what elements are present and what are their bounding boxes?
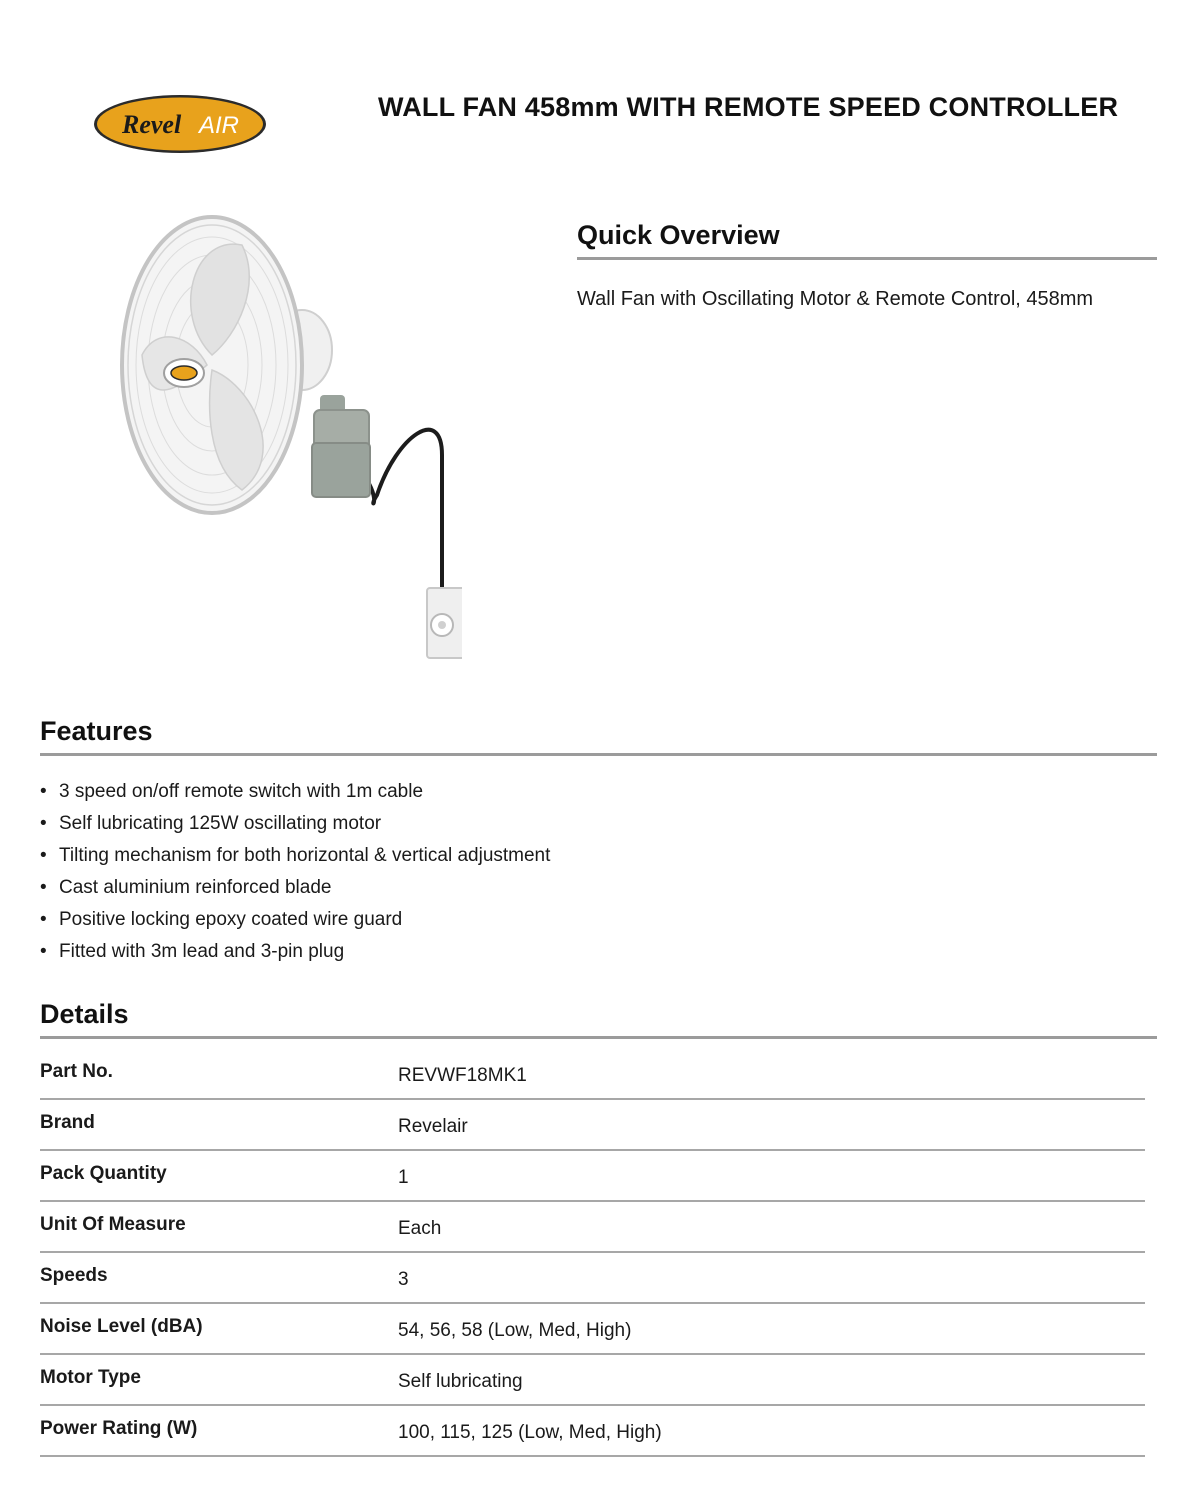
list-item	[40, 808, 1157, 840]
quick-overview-section	[577, 220, 1157, 313]
features-section	[40, 716, 1157, 968]
bullet-icon: •	[40, 781, 47, 802]
detail-value: Each	[398, 1201, 1145, 1252]
features-list	[40, 776, 1157, 968]
list-item	[40, 904, 1157, 936]
bullet-icon: •	[40, 813, 47, 834]
list-item	[40, 840, 1157, 872]
bullet-icon: •	[40, 845, 47, 866]
quick-overview-heading: Quick Overview	[577, 220, 1157, 260]
bullet-icon: •	[40, 909, 47, 930]
table-row	[40, 1201, 1145, 1252]
feature-text: Positive locking epoxy coated wire guard	[59, 909, 403, 930]
detail-label: Unit Of Measure	[40, 1201, 398, 1252]
detail-value: REVWF18MK1	[398, 1049, 1145, 1099]
list-item	[40, 872, 1157, 904]
table-row	[40, 1252, 1145, 1303]
list-item	[40, 936, 1157, 968]
detail-label: Noise Level (dBA)	[40, 1303, 398, 1354]
bullet-icon: •	[40, 877, 47, 898]
logo-text-revel: Revel	[122, 110, 182, 139]
detail-label: Brand	[40, 1099, 398, 1150]
features-heading: Features	[40, 716, 1157, 756]
detail-value: Revelair	[398, 1099, 1145, 1150]
detail-value: 100, 115, 125 (Low, Med, High)	[398, 1405, 1145, 1456]
table-row	[40, 1303, 1145, 1354]
revelair-logo	[92, 93, 268, 155]
page-title: WALL FAN 458mm WITH REMOTE SPEED CONTROLLER	[378, 92, 1119, 122]
detail-label: Pack Quantity	[40, 1150, 398, 1201]
detail-value: 54, 56, 58 (Low, Med, High)	[398, 1303, 1145, 1354]
feature-text: Fitted with 3m lead and 3-pin plug	[59, 941, 345, 962]
detail-label: Motor Type	[40, 1354, 398, 1405]
feature-text: Tilting mechanism for both horizontal & vertical adjustment	[59, 845, 551, 866]
table-row	[40, 1354, 1145, 1405]
table-row	[40, 1405, 1145, 1456]
detail-value: 3	[398, 1252, 1145, 1303]
table-row	[40, 1049, 1145, 1099]
bullet-icon: •	[40, 941, 47, 962]
feature-text: Cast aluminium reinforced blade	[59, 877, 332, 898]
details-heading: Details	[40, 999, 1157, 1039]
detail-value: Self lubricating	[398, 1354, 1145, 1405]
feature-text: 3 speed on/off remote switch with 1m cable	[59, 781, 424, 802]
details-table	[40, 1049, 1145, 1457]
details-section	[40, 999, 1157, 1457]
table-row	[40, 1150, 1145, 1201]
wall-fan-product-image	[112, 205, 462, 670]
table-row	[40, 1099, 1145, 1150]
detail-label: Speeds	[40, 1252, 398, 1303]
feature-text: Self lubricating 125W oscillating motor	[59, 813, 382, 834]
logo-text-air: AIR	[199, 112, 240, 139]
list-item	[40, 776, 1157, 808]
detail-label: Power Rating (W)	[40, 1405, 398, 1456]
quick-overview-text: Wall Fan with Oscillating Motor & Remote Control, 458mm	[577, 288, 1094, 310]
detail-value: 1	[398, 1150, 1145, 1201]
detail-label: Part No.	[40, 1049, 398, 1099]
